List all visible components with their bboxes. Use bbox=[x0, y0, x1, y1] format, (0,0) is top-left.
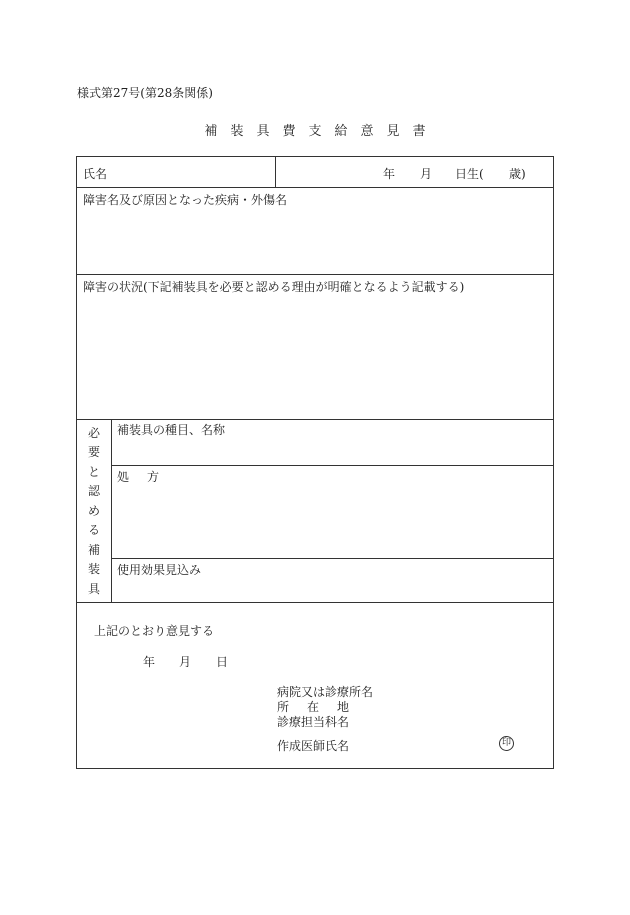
disability-status-label: 障害の状況(下記補装具を必要と認める理由が明確となるよう記載する) bbox=[83, 280, 465, 294]
birth-day-label: 日生( bbox=[455, 167, 484, 181]
vertical-char: と bbox=[87, 464, 100, 479]
vertical-char: 具 bbox=[87, 581, 100, 596]
address-label: 所在地 bbox=[277, 700, 368, 714]
age-label: 歳) bbox=[509, 167, 526, 181]
birth-month-label: 月 bbox=[420, 167, 433, 181]
name-label: 氏名 bbox=[83, 167, 108, 181]
statement-text: 上記のとおり意見する bbox=[94, 624, 215, 638]
section-divider bbox=[111, 419, 112, 602]
row-divider-6 bbox=[77, 602, 553, 603]
disability-name-label: 障害名及び原因となった疾病・外傷名 bbox=[83, 193, 288, 207]
vertical-char: る bbox=[87, 523, 100, 537]
prescription-field[interactable] bbox=[113, 487, 553, 557]
opinion-form-table bbox=[76, 156, 554, 769]
disability-name-field[interactable] bbox=[77, 209, 553, 273]
row-divider-1 bbox=[77, 187, 553, 188]
name-field[interactable] bbox=[107, 157, 272, 187]
date-month-label: 月 bbox=[179, 655, 192, 669]
vertical-char: 補 bbox=[87, 542, 100, 557]
doctor-name-label: 作成医師氏名 bbox=[277, 739, 350, 753]
disability-status-field[interactable] bbox=[77, 297, 553, 417]
necessary-device-vertical-label bbox=[77, 419, 111, 602]
hospital-label: 病院又は診療所名 bbox=[277, 685, 374, 699]
row-divider-2 bbox=[77, 274, 553, 275]
effect-label: 使用効果見込み bbox=[117, 563, 202, 577]
name-divider bbox=[275, 157, 276, 187]
form-number: 様式第27号(第28条関係) bbox=[77, 86, 213, 100]
date-day-label: 日 bbox=[216, 655, 229, 669]
device-type-field[interactable] bbox=[113, 439, 553, 464]
effect-field[interactable] bbox=[113, 578, 553, 600]
vertical-char: 要 bbox=[87, 445, 100, 459]
date-year-label: 年 bbox=[143, 655, 156, 669]
department-label: 診療担当科名 bbox=[277, 715, 350, 729]
row-divider-5 bbox=[111, 558, 553, 559]
document-title: 補装具費支給意見書 bbox=[204, 124, 439, 139]
prescription-label: 処方 bbox=[117, 470, 178, 484]
device-type-label: 補装具の種目、名称 bbox=[117, 423, 226, 437]
vertical-char: 装 bbox=[87, 562, 100, 576]
birth-year-label: 年 bbox=[383, 167, 396, 181]
doctor-name-field[interactable] bbox=[357, 733, 495, 753]
vertical-char: 認 bbox=[87, 484, 100, 498]
vertical-char: 必 bbox=[87, 425, 100, 440]
vertical-char: め bbox=[87, 503, 100, 518]
seal-icon: 印 bbox=[499, 736, 514, 751]
row-divider-3 bbox=[77, 419, 553, 420]
row-divider-4 bbox=[111, 465, 553, 466]
